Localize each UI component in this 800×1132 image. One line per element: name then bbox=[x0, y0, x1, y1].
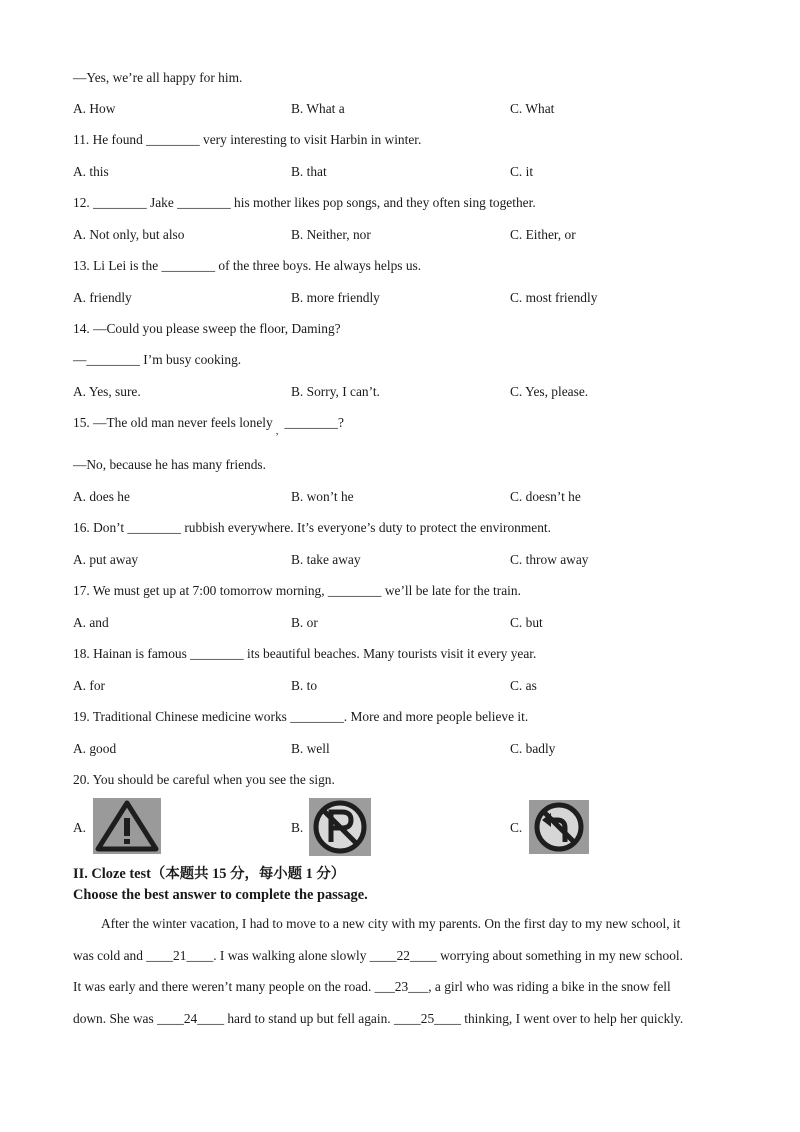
q16-option-a[interactable]: A. put away bbox=[73, 552, 139, 567]
q17-stem: 17. We must get up at 7:00 tomorrow morning, ________ we’ll be late for the train. bbox=[73, 583, 521, 598]
passage-line-1: After the winter vacation, I had to move to a new city with my parents. On the first day to my new school, it bbox=[101, 916, 681, 931]
q10-option-a[interactable]: A. How bbox=[73, 101, 116, 116]
blank-25[interactable]: ____25____ bbox=[393, 1011, 461, 1026]
q14-option-c[interactable]: C. Yes, please. bbox=[510, 384, 589, 399]
q15-option-a[interactable]: A. does he bbox=[73, 489, 130, 504]
passage-line-3 bbox=[73, 979, 723, 995]
passage-text: It was early and there weren’t many people on the road. bbox=[73, 979, 375, 994]
passage-text: down. She was bbox=[73, 1011, 158, 1026]
q16-option-b[interactable]: B. take away bbox=[291, 552, 361, 567]
q13-option-c[interactable]: C. most friendly bbox=[510, 290, 598, 305]
q15-stem-blank: ________? bbox=[284, 415, 344, 430]
q15-stem-text: 15. —The old man never feels lonely bbox=[73, 415, 273, 430]
q17-option-b[interactable]: B. or bbox=[291, 615, 318, 630]
q20-option-c[interactable]: C. bbox=[510, 820, 523, 835]
q11-option-a[interactable]: A. this bbox=[73, 164, 109, 179]
q16-option-c[interactable]: C. throw away bbox=[510, 552, 589, 567]
q10-option-c[interactable]: C. What bbox=[510, 101, 555, 116]
q11-stem: 11. He found ________ very interesting to visit Harbin in winter. bbox=[73, 132, 422, 147]
q17-option-a[interactable]: A. and bbox=[73, 615, 109, 630]
q13-option-a[interactable]: A. friendly bbox=[73, 290, 132, 305]
q20-option-b[interactable]: B. bbox=[291, 820, 304, 835]
no-parking-sign-icon bbox=[309, 798, 371, 861]
passage-text: hard to stand up but fell again. bbox=[224, 1011, 394, 1026]
q14-stem: 14. —Could you please sweep the floor, Daming? bbox=[73, 321, 341, 336]
q12-option-a[interactable]: A. Not only, but also bbox=[73, 227, 185, 242]
q14-reply: —________ I’m busy cooking. bbox=[73, 352, 242, 367]
section-heading: II. Cloze test（本题共 15 分，每小题 1 分） bbox=[73, 866, 346, 882]
q19-option-b[interactable]: B. well bbox=[291, 741, 330, 756]
q18-option-c[interactable]: C. as bbox=[510, 678, 537, 693]
q15-stem-comma: , bbox=[275, 425, 279, 437]
q17-option-c[interactable]: C. but bbox=[510, 615, 543, 630]
q16-stem: 16. Don’t ________ rubbish everywhere. It’s everyone’s duty to protect the environment. bbox=[73, 520, 551, 535]
q12-option-c[interactable]: C. Either, or bbox=[510, 227, 576, 242]
passage-text: . I was walking alone slowly bbox=[213, 948, 370, 963]
blank-23[interactable]: ___23___ bbox=[374, 979, 429, 994]
passage-text: was cold and bbox=[73, 948, 147, 963]
q19-option-a[interactable]: A. good bbox=[73, 741, 117, 756]
blank-21[interactable]: ____21____ bbox=[146, 948, 214, 963]
passage-text: worrying about something in my new school. bbox=[436, 948, 683, 963]
q10-reply: —Yes, we’re all happy for him. bbox=[73, 70, 243, 85]
no-left-turn-sign-icon bbox=[529, 800, 589, 859]
q14-option-a[interactable]: A. Yes, sure. bbox=[73, 384, 141, 399]
q15-reply: —No, because he has many friends. bbox=[73, 457, 266, 472]
q14-option-b[interactable]: B. Sorry, I can’t. bbox=[291, 384, 380, 399]
blank-24[interactable]: ____24____ bbox=[157, 1011, 225, 1026]
q18-option-a[interactable]: A. for bbox=[73, 678, 105, 693]
passage-line-4 bbox=[73, 1011, 723, 1027]
passage-text: , a girl who was riding a bike in the snow fell bbox=[428, 979, 671, 994]
section-instruction: Choose the best answer to complete the passage. bbox=[73, 887, 368, 903]
q11-option-c[interactable]: C. it bbox=[510, 164, 534, 179]
q13-option-b[interactable]: B. more friendly bbox=[291, 290, 380, 305]
q15-stem bbox=[73, 415, 344, 437]
passage-line-2 bbox=[73, 948, 723, 964]
q19-option-c[interactable]: C. badly bbox=[510, 741, 556, 756]
q18-option-b[interactable]: B. to bbox=[291, 678, 318, 693]
q19-stem: 19. Traditional Chinese medicine works ________. More and more people believe it. bbox=[73, 709, 529, 724]
warning-triangle-sign-icon bbox=[93, 798, 161, 859]
q20-option-a[interactable]: A. bbox=[73, 820, 87, 835]
q20-stem: 20. You should be careful when you see the sign. bbox=[73, 772, 335, 787]
q15-option-c[interactable]: C. doesn’t he bbox=[510, 489, 581, 504]
q10-option-b[interactable]: B. What a bbox=[291, 101, 345, 116]
passage-text: thinking, I went over to help her quickly. bbox=[460, 1011, 684, 1026]
q11-option-b[interactable]: B. that bbox=[291, 164, 327, 179]
q12-stem: 12. ________ Jake ________ his mother likes pop songs, and they often sing together. bbox=[73, 195, 536, 210]
blank-22[interactable]: ____22____ bbox=[369, 948, 437, 963]
q18-stem: 18. Hainan is famous ________ its beautiful beaches. Many tourists visit it every year. bbox=[73, 646, 537, 661]
q12-option-b[interactable]: B. Neither, nor bbox=[291, 227, 371, 242]
q15-option-b[interactable]: B. won’t he bbox=[291, 489, 354, 504]
q13-stem: 13. Li Lei is the ________ of the three boys. He always helps us. bbox=[73, 258, 422, 273]
